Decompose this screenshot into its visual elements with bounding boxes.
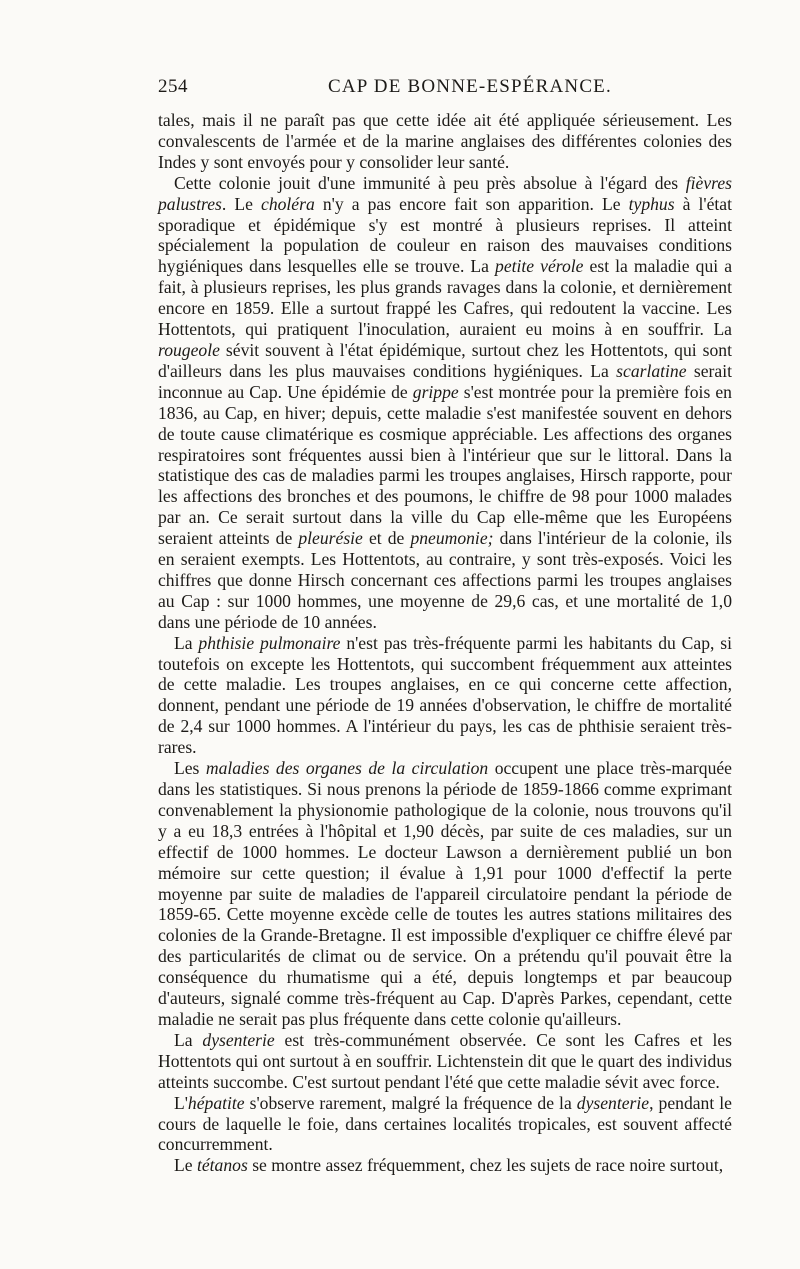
italic-term: hépatite (187, 1092, 245, 1113)
text-run: s'observe rarement, malgré la fréquence de la (244, 1092, 577, 1113)
text-run: Cette colonie jouit d'une immunité à peu près absolue à l'égard des (174, 172, 686, 193)
paragraph (158, 1155, 732, 1176)
paragraph (158, 110, 732, 173)
text-run: , pendant le cours de laquelle le foie, dans certaines localités tropicales, est souvent affecté concurremment. (158, 1092, 732, 1155)
text-run: serait inconnue au Cap. Une épidémie de (158, 360, 732, 402)
text-run: et de (362, 528, 411, 549)
text-run: n'est pas très-fréquente parmi les habitants du Cap, si toutefois on excepte les Hottentots, qui succombent fréquemment aux atteintes de cette maladie. Les troupes anglaises, en ce qui concerne cette affection, donnent, pendant une période de 19 années d'observation, le chiffre de mortalité de 2,4 sur 1000 hommes. A l'intérieur du pays, les cas de phthisie seraient très-rares. (158, 632, 733, 758)
paragraph (158, 633, 732, 758)
text-run: sévit souvent à l'état épidémique, surtout chez les Hottentots, qui sont d'ailleurs dans les plus mauvaises conditions hygiéniques. La (158, 339, 732, 381)
text-run: est très-communément observée. Ce sont les Cafres et les Hottentots qui ont surtout à en souffrir. Lichtenstein dit que le quart des individus atteints succombe. C'est surtout pendant l'été que cette maladie sévit avec force. (158, 1029, 732, 1092)
text-run: s'est montrée pour la première fois en 1836, au Cap, en hiver; depuis, cette maladie s'est manifestée souvent en dehors de toute cause climatérique es cosmique appréciable. Les affections des organes respiratoires sont fréquentes aussi bien à l'intérieur que sur le littoral. Dans la statistique des cas de maladies parmi les troupes anglaises, Hirsch rapporte, pour les affections des bronches et des poumons, le chiffre de 98 pour 1000 malades par an. Ce serait surtout dans la ville du Cap elle-même que les Européens seraient atteints de (158, 381, 732, 549)
italic-term: phthisie pulmonaire (198, 632, 341, 653)
text-run: se montre assez fréquemment, chez les sujets de race noire surtout, (247, 1155, 724, 1176)
italic-term: choléra (261, 193, 315, 214)
text-run: Le (174, 1155, 197, 1176)
text-run: La (174, 632, 199, 653)
italic-term: grippe (412, 381, 459, 402)
page-number: 254 (158, 76, 188, 97)
italic-term: typhus (628, 193, 675, 214)
text-run: est la maladie qui a fait, à plusieurs reprises, les plus grands ravages dans la colonie, et dernièrement encore en 1859. Elle a surtout frappé les Cafres, qui redoutent la vaccine. Les Hottentots, qui pratiquent l'inoculation, auraient eu moins à en souffrir. La (158, 256, 732, 340)
italic-term: pneumonie; (410, 528, 494, 549)
italic-term: dysenterie (202, 1029, 275, 1050)
text-run: L' (174, 1092, 188, 1113)
paragraph (158, 173, 732, 633)
body-text (158, 110, 732, 1176)
text-run: occupent une place très-marquée dans les statistiques. Si nous prenons la période de 1859-1866 comme exprimant convenablement la physionomie pathologique de la colonie, nous trouvons qu'il y a eu 18,3 entrées à l'hôpital et 1,90 décès, par suite de ces maladies, sur un effectif de 1000 hommes. Le docteur Lawson a dernièrement publié un bon mémoire sur cette question; il évalue à 1,91 pour 1000 d'effectif la perte moyenne par suite de maladies de l'appareil circulatoire pendant la période de 1859-65. Cette moyenne excède celle de toutes les autres stations militaires des colonies de la Grande-Bretagne. Il est impossible d'expliquer ce chiffre élevé par des particularités de climat ou de service. On a prétendu qu'il pouvait être la conséquence du rhumatisme qui a été, depuis longtemps et par beaucoup d'auteurs, signalé comme très-fréquent au Cap. D'après Parkes, cependant, cette maladie ne serait pas plus fréquente dans cette colonie qu'ailleurs. (158, 758, 732, 1029)
text-run: Les (174, 758, 206, 779)
text-run: La (174, 1029, 203, 1050)
italic-term: dysenterie (576, 1092, 650, 1113)
italic-term: maladies des organes de la circulation (205, 758, 489, 779)
paragraph (158, 1093, 732, 1156)
text-run: n'y a pas encore fait son apparition. Le (314, 193, 629, 214)
page-header (158, 76, 730, 104)
italic-term: fièvres palustres (158, 172, 732, 214)
paragraph (158, 1030, 732, 1093)
italic-term: petite vérole (495, 256, 584, 277)
italic-term: pleurésie (298, 528, 363, 549)
italic-term: rougeole (158, 339, 220, 360)
paragraph (158, 758, 732, 1030)
text-run: . Le (221, 193, 262, 214)
italic-term: scarlatine (616, 360, 687, 381)
text-run: à l'état sporadique et épidémique s'y est montré à plusieurs reprises. Il atteint spécialement la population de couleur en raison des mauvaises conditions hygiéniques dans lesquelles elle se trouve. La (158, 193, 732, 277)
text-run: dans l'intérieur de la colonie, ils en seraient exempts. Les Hottentots, au contraire, y sont très-exposés. Voici les chiffres que donne Hirsch concernant ces affections parmi les troupes anglaises au Cap : sur 1000 hommes, une moyenne de 29,6 cas, et une mortalité de 1,0 dans une période de 10 années. (158, 528, 733, 632)
text-run: tales, mais il ne paraît pas que cette idée ait été appliquée sérieusement. Les convalescents de l'armée et de la marine anglaises des différentes colonies des Indes y sont envoyés pour y consolider leur santé. (158, 110, 732, 172)
italic-term: tétanos (196, 1155, 248, 1176)
running-title: CAP DE BONNE-ESPÉRANCE. (328, 76, 612, 97)
